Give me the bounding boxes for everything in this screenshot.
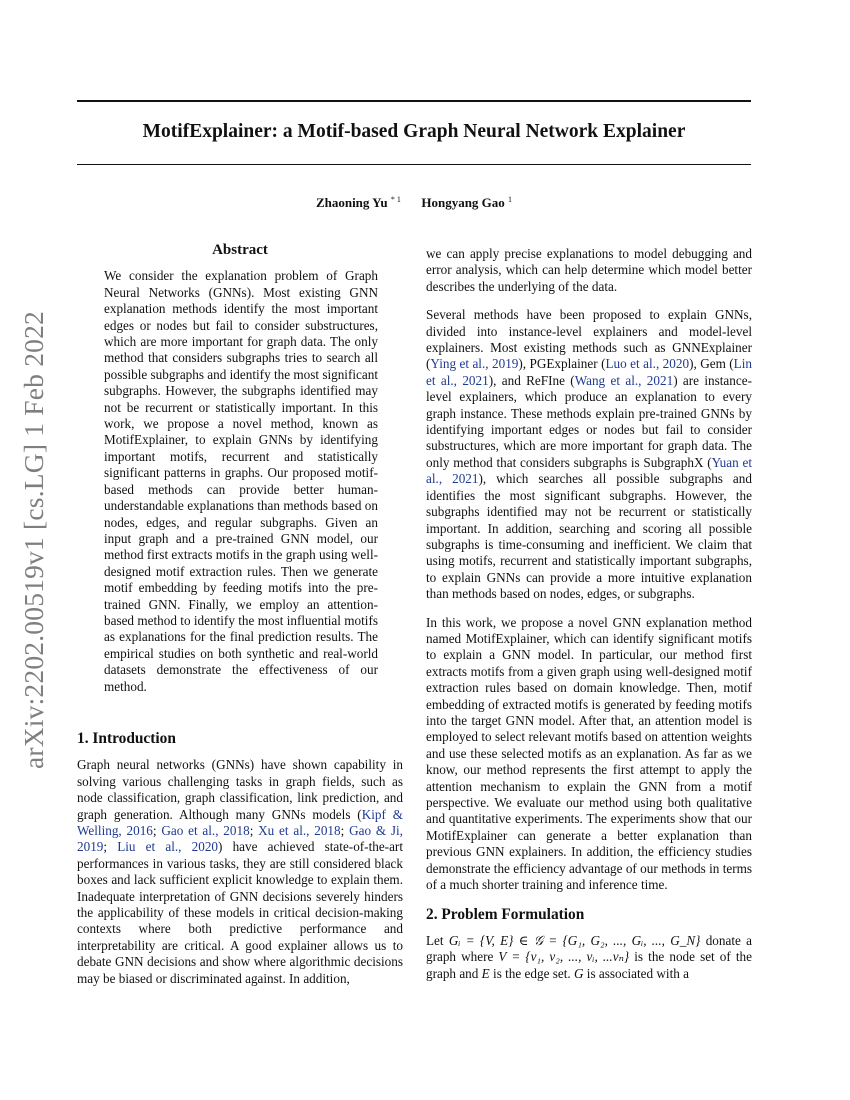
right-column xyxy=(426,246,752,994)
math-expression: V = {v₁, v₂, ..., vᵢ, ...vₙ} xyxy=(498,949,630,965)
paper-title: MotifExplainer: a Motif-based Graph Neural Network Explainer xyxy=(142,121,686,142)
left-column xyxy=(77,242,403,999)
section-heading-problem-formulation: 2. Problem Formulation xyxy=(426,906,585,924)
citation-link[interactable]: Wang et al., 2021 xyxy=(574,372,674,388)
author-affiliation: 1 xyxy=(508,195,513,204)
title-rule-bottom xyxy=(77,164,751,165)
citation-link[interactable]: Xu et al., 2018 xyxy=(258,823,341,838)
citation-link[interactable]: Ying et al., 2019 xyxy=(430,356,519,372)
citation-link[interactable]: Kipf & Welling, 2016 xyxy=(77,806,403,838)
citation-link[interactable]: Luo et al., 2020 xyxy=(605,356,690,372)
citation-link[interactable]: Lin et al., 2021 xyxy=(426,356,752,388)
author-name: Hongyang Gao xyxy=(421,195,505,210)
intro-paragraph: In this work, we propose a novel GNN explanation method named MotifExplainer, which can identify significant motifs to explain a GNN model. In particular, our method first extracts motifs from a given graph using well-designed motif extraction rules based on domain knowledge. Then, motif embedding of extracted motifs is generated by feeding motifs into the target GNN model. After that, an attention model is employed to select relevant motifs based on attention weights and use these selected motifs as an explanation. As far as we know, our method represents the first attempt to apply the attention mechanism to explain the GNN from a motif perspective. We evaluate our method using both qualitative and quantitative experiments. The experiments show that our MotifExplainer can generate a better explanation than previous GNN explainers. In addition, the efficiency studies demonstrate the efficiency advantage of our methods in terms of a much shorter training and inference time. xyxy=(426,614,752,893)
author-affiliation: * 1 xyxy=(390,195,401,204)
math-expression: E xyxy=(481,965,490,981)
citation-link[interactable]: Yuan et al., 2021 xyxy=(426,454,752,487)
math-expression: G xyxy=(573,965,584,981)
intro-paragraph: Several methods have been proposed to explain GNNs, divided into instance-level explainers and model-level explainers. Most existing methods such as GNNExplainer (Ying et al., 2019), PGExplainer (Luo et al., 2020), Gem (Lin et al., 2021), and ReFIne (Wang et al., 2021) are instance-level explainers, which produce an explanation to every graph instance. These methods explain pre-trained GNNs by identifying important edges or nodes but fail to consider substructures, which are more important for graph data. The only method that considers subgraphs is SubgraphX (Yuan et al., 2021), which searches all possible subgraphs and identifies the most significant subgraphs. However, the subgraphs identified may not be recurrent or statistically important. In addition, searching and scoring all possible subgraphs is time-consuming and inefficient. We claim that using motifs, recurrent and statistically important subgraphs, to explain GNNs can provide a more intuitive explanation than methods based on nodes, edges, or subgraphs. xyxy=(426,307,752,602)
author-name: Zhaoning Yu xyxy=(315,195,388,210)
math-expression: Gᵢ = {V, E} ∈ 𝒢 = {G₁, G₂, ..., Gᵢ, ..., G_N} xyxy=(448,932,701,948)
author-line xyxy=(77,195,751,211)
section-heading-introduction: 1. Introduction xyxy=(77,729,176,747)
problem-paragraph: Let Gᵢ = {V, E} ∈ 𝒢 = {G₁, G₂, ..., Gᵢ, ..., G_N} donate a graph where V = {v₁, v₂, ..., vᵢ, ...vₙ} is the node set of the graph and E is the edge set. G is associated with a xyxy=(426,932,752,981)
citation-link[interactable]: Gao & Ji, 2019 xyxy=(77,823,403,855)
arxiv-identifier: arXiv:2202.00519v1 [cs.LG] 1 Feb 2022 xyxy=(18,310,49,770)
intro-paragraph: Graph neural networks (GNNs) have shown capability in solving various challenging tasks in graph fields, such as node classification, graph classification, link prediction, and graph generation. Although many GNNs models (Kipf & Welling, 2016; Gao et al., 2018; Xu et al., 2018; Gao & Ji, 2019; Liu et al., 2020) have achieved state-of-the-art performances in various tasks, they are still considered black boxes and lack sufficient explicit knowledge to explain them. Inadequate interpretation of GNN decisions severely hinders the applicability of these models in critical decision-making contexts where both predictive performance and interpretability are critical. A good explainer allows us to debate GNN decisions and show where algorithmic decisions may be biased or discriminated against. In addition, xyxy=(77,757,403,986)
intro-paragraph-continued: we can apply precise explanations to model debugging and error analysis, which can help determine which model better describes the underlying of the data. xyxy=(426,246,752,294)
abstract-body: We consider the explanation problem of Graph Neural Networks (GNNs). Most existing GNN explanation methods identify the most important edges or nodes but fail to consider substructures, which are more important for graph data. The only method that considers subgraphs tries to search all possible subgraphs and identify the most significant subgraphs. However, the subgraphs identified may not be recurrent or statistically important. In this work, we propose a novel method, known as MotifExplainer, to explain GNNs by identifying important motifs, recurrent and statistically significant patterns in graphs. Our proposed motif-based methods can provide better human-understandable explanations than methods based on nodes, edges, and regular subgraphs. Given an input graph and a pre-trained GNN model, our method first extracts motifs in the graph using well-designed motif extraction rules. Then we generate motif embedding by feeding motifs into the pre-trained GNN. Finally, we employ an attention-based method to identify the most influential motifs as explanations for the final prediction results. The empirical studies on both synthetic and real-world datasets demonstrate the effectiveness of our method. xyxy=(104,268,378,694)
abstract-heading: Abstract xyxy=(212,242,268,258)
citation-link[interactable]: Gao et al., 2018 xyxy=(161,823,250,838)
title-rule-top xyxy=(77,100,751,102)
citation-link[interactable]: Liu et al., 2020 xyxy=(117,839,219,855)
